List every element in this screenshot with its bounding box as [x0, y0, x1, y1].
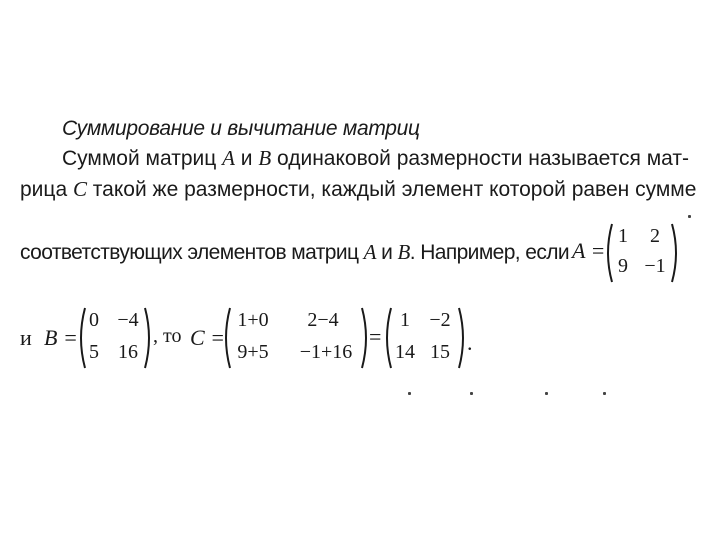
- matrix-c-label: [190, 325, 225, 351]
- matrix-cell: 1: [618, 225, 628, 247]
- matrix-cell: 14: [395, 341, 415, 363]
- matrix-cell: −1: [644, 255, 666, 277]
- scan-speck: [408, 392, 411, 395]
- scan-speck: [688, 215, 691, 218]
- matrix-a: [603, 222, 681, 284]
- text-segment: такой же размерности, каждый элемент которой равен сумме: [86, 178, 697, 201]
- matrix-cell: 2: [650, 225, 660, 247]
- label-text: A =: [572, 238, 606, 263]
- matrix-cell: 16: [118, 341, 138, 363]
- matrix-cell: 1: [400, 309, 410, 331]
- section-title: Суммирование и вычитание матриц: [62, 117, 420, 140]
- text-segment: рица: [20, 178, 73, 201]
- scan-speck: [603, 392, 606, 395]
- scan-speck: [470, 392, 473, 395]
- matrix-cell: 0: [89, 309, 99, 331]
- scan-speck: [545, 392, 548, 395]
- equals-sign: =: [369, 324, 382, 349]
- paragraph-line-2: [20, 177, 696, 202]
- matrix-cell: 1+0: [237, 309, 269, 331]
- text-segment: . Например, если: [409, 241, 570, 264]
- matrix-cell: 9: [618, 255, 628, 277]
- matrix-cell: −1+16: [299, 341, 353, 363]
- matrix-b-label: [44, 325, 78, 351]
- matrix-cell: 2−4: [307, 309, 339, 331]
- text-segment: соответствующих элементов матриц: [20, 241, 364, 264]
- matrix-cell: 15: [430, 341, 450, 363]
- final-period: .: [467, 330, 473, 355]
- matrix-name-a: A: [222, 146, 235, 170]
- text-segment: и: [234, 147, 259, 170]
- matrix-cell: 5: [89, 341, 99, 363]
- matrix-name-a: A: [363, 240, 376, 264]
- text-segment: Суммой матриц: [62, 147, 223, 170]
- conjunction-and: и: [20, 325, 32, 350]
- paragraph-line-3: [20, 240, 569, 265]
- matrix-c-sum: [221, 306, 371, 370]
- matrix-name-b: B: [258, 146, 272, 170]
- matrix-c-result: [382, 306, 468, 370]
- matrix-name-c: C: [72, 177, 87, 201]
- paragraph-line-1: [62, 146, 689, 171]
- matrix-b: [76, 306, 154, 370]
- text-then: , то: [153, 325, 182, 347]
- label-text: B =: [44, 325, 78, 350]
- matrix-cell: −4: [117, 309, 139, 331]
- matrix-cell: 9+5: [237, 341, 269, 363]
- label-text: C =: [190, 325, 226, 350]
- text-segment: одинаковой размерности называется мат-: [271, 147, 689, 170]
- text-segment: и: [375, 241, 398, 264]
- matrix-cell: −2: [429, 309, 451, 331]
- matrix-name-b: B: [397, 240, 410, 264]
- matrix-a-label: [572, 238, 605, 264]
